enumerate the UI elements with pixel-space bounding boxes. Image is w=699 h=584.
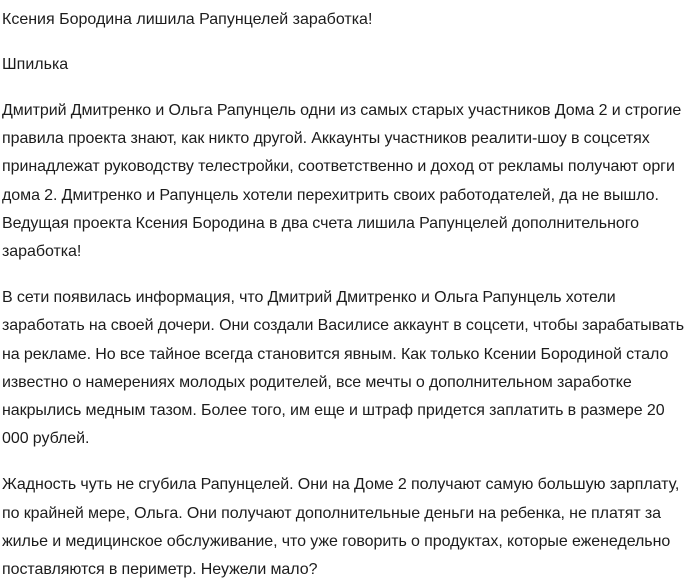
article-byline: Шпилька xyxy=(2,56,69,73)
article-title: Ксения Бородина лишила Рапунцелей заработка! xyxy=(2,11,373,28)
article-paragraph-2: В сети появилась информация, что Дмитрий Дмитренко и Ольга Рапунцель хотели заработать на своей дочери. Они создали Василисе аккаунт в соцсети, чтобы зарабатывать на рекламе. Но все тайное всегда становится явным. Как только Ксении Бородиной стало известно о намерениях молодых родителей, все мечты о дополнительном заработке накрылись медным тазом. Более того, им еще и штраф придется заплатить в размере 20 000 рублей. xyxy=(2,289,685,448)
article-paragraph-1: Дмитрий Дмитренко и Ольга Рапунцель одни из самых старых участников Дома 2 и строгие правила проекта знают, как никто другой. Аккаунты участников реалити-шоу в соцсетях принадлежат руководству телестройки, соответственно и доход от рекламы получают орги дома 2. Дмитренко и Рапунцель хотели перехитрить своих работодателей, да не вышло. Ведущая проекта Ксения Бородина в два счета лишила Рапунцелей дополнительного заработка! xyxy=(2,102,682,261)
article-paragraph-3: Жадность чуть не сгубила Рапунцелей. Они на Доме 2 получают самую большую зарплату, по крайней мере, Ольга. Они получают дополнительные деньги на ребенка, не платят за жилье и медицинское обслуживание, что уже говорить о продуктах, которые еженедельно поставляются в периметр. Неужели мало? xyxy=(2,476,680,579)
